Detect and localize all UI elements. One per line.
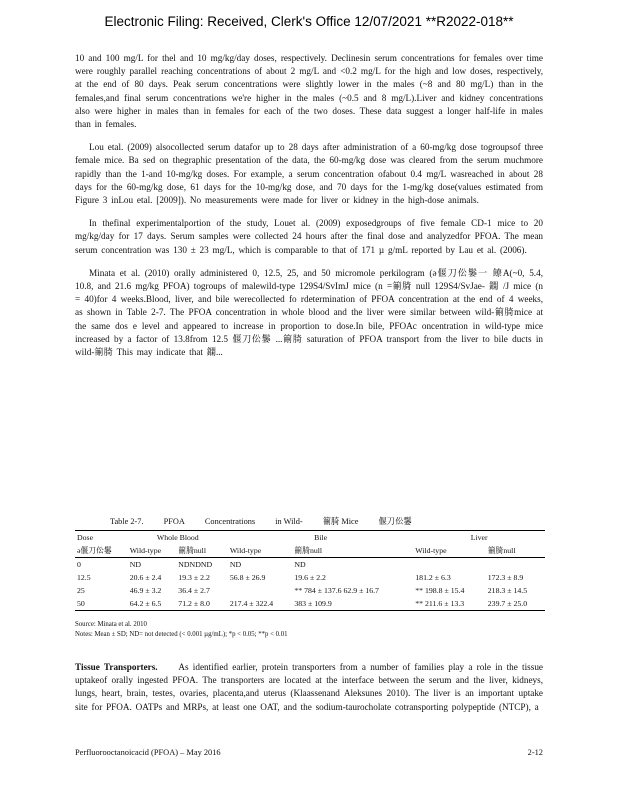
table-cell: 71.2 ± 8.0 bbox=[176, 597, 228, 611]
table-header-row bbox=[75, 531, 545, 545]
table-cell: 239.7 ± 25.0 bbox=[486, 597, 545, 611]
paragraph: 10 and 100 mg/L for thel and 10 mg/kg/day doses, respectively. Declinesin serum concentrations for females over time were roughly parallel reaching concentrations of about 2 mg/L and <0.2 mg/L for the high and low doses, respectively, at the end of 80 days. Peak serum concentrations were slightly lower in the males (~8 and 80 mg/L) than in the females,and final serum concentrations we're higher in the males (~0.5 and 8 mg/L).Liver and kidney concentrations also were higher in males than in females for each of the two doses. These data suggest a longer half-life in males than in females. bbox=[75, 53, 543, 130]
table-cell: 172.3 ± 8.9 bbox=[487, 573, 524, 582]
table-cell: 25 bbox=[77, 586, 85, 595]
table-cell: ND bbox=[294, 560, 306, 569]
table-header-cell: ǝ偃刀伀䰀 bbox=[75, 544, 128, 558]
table-cell: 50 bbox=[75, 597, 128, 611]
table-header-cell: 䈀䐀null bbox=[292, 544, 413, 558]
table-source: Source: Minata et al. 2010 bbox=[75, 621, 147, 628]
table-header-cell: 䈀䐀null bbox=[176, 544, 228, 558]
footer-title: Perfluorooctanoicacid (PFOA) – May 2016 bbox=[75, 748, 221, 757]
table-title bbox=[110, 515, 550, 527]
section-body bbox=[75, 661, 543, 714]
table-cell: ND bbox=[229, 560, 242, 569]
table-cell: 19.6 ± 2.2 bbox=[294, 573, 326, 582]
main-body bbox=[75, 52, 543, 369]
table-cell: 218.3 ± 14.5 bbox=[487, 586, 528, 595]
table-header-cell: Liver bbox=[413, 531, 545, 545]
table-notes bbox=[75, 620, 288, 640]
table-title-part: PFOA bbox=[163, 517, 185, 526]
table-cell: 12.5 bbox=[77, 573, 91, 582]
table-row bbox=[75, 571, 545, 584]
table-title-part: 䈀䐀 Mice bbox=[322, 517, 359, 526]
table-cell: NDNDND bbox=[178, 560, 213, 569]
table-header-cell: Bile bbox=[228, 531, 413, 545]
table-cell: 181.2 ± 6.3 bbox=[415, 573, 451, 582]
table-cell: 383 ± 109.9 bbox=[292, 597, 413, 611]
section-title: Tissue Transporters. bbox=[75, 662, 158, 672]
table-title-part: in Wild- bbox=[275, 517, 303, 526]
data-table bbox=[75, 530, 545, 611]
table-row bbox=[75, 584, 545, 597]
table-cell: ** 211.6 ± 13.3 bbox=[413, 597, 486, 611]
table-cell: 20.6 ± 2.4 bbox=[129, 573, 162, 582]
page-footer bbox=[75, 748, 543, 757]
table-row bbox=[75, 558, 545, 572]
table-footnote: Notes: Mean ± SD; ND= not detected (< 0.001 µg/mL); *p < 0.05; **p < 0.01 bbox=[75, 631, 288, 638]
table-cell bbox=[228, 584, 293, 597]
page-number: 2-12 bbox=[527, 748, 543, 757]
table-cell: 217.4 ± 322.4 bbox=[228, 597, 293, 611]
table-header-cell: Whole Blood bbox=[128, 531, 228, 545]
table-cell: 64.2 ± 6.5 bbox=[128, 597, 177, 611]
filing-header: Electronic Filing: Received, Clerk's Office 12/07/2021 **R2022-018** bbox=[104, 14, 514, 29]
table-cell: 36.4 ± 2.7 bbox=[178, 586, 210, 595]
table-cell: 46.9 ± 3.2 bbox=[129, 586, 162, 595]
table-row bbox=[75, 597, 545, 611]
table-header-cell: Wild-type bbox=[413, 544, 486, 558]
table-cell: ** 198.8 ± 15.4 bbox=[415, 586, 465, 595]
table-header-cell: 䈀䐀null bbox=[486, 544, 545, 558]
paragraph: Minata et al. (2010) orally administered 0, 12.5, 25, and 50 micromole perkilogram (ǝ偃刀伀䰀⼀ 䭜A(~0, 5.4, 10.8, and 21.6 mg/kg PFOA) togroups of malewild-type 129S4/SvImJ mice (n =䈀䐀 null 129S4/SvJae- 䥜 /J mice (n = 40)for 4 weeks.Blood, liver, and bile werecollected fo rdetermination of PFOA concentration at the end of 4 weeks, as shown in Table 2-7. The PFOA concentration in whole blood and the liver were similar between wild-䈀䐀mice at the same dos e level and appeared to increase in proportion to dose.In bile, PFOAc oncentration in wild-type mice increased by a factor of 13.8from 12.5 偃刀伀䰀 ...䈀䐀 saturation of PFOA transport from the liver to bile ducts in wild-䈀䐀 This may indicate that 䥜... bbox=[75, 267, 543, 358]
table-cell bbox=[486, 558, 545, 572]
table-cell: ** 784 ± 137.6 62.9 ± 16.7 bbox=[294, 586, 379, 595]
table-cell bbox=[413, 558, 486, 572]
table-cell: ND bbox=[129, 560, 142, 569]
table-cell: 0 bbox=[77, 560, 81, 569]
table-cell: 19.3 ± 2.2 bbox=[178, 573, 210, 582]
table-header-cell: Wild-type bbox=[128, 544, 177, 558]
table-header-cell: Dose bbox=[75, 531, 128, 545]
paragraph bbox=[75, 661, 543, 714]
table-title-part: 偃刀伀䰀 bbox=[378, 517, 412, 526]
table-cell: 56.8 ± 26.9 bbox=[229, 573, 266, 582]
table-title-part: Table 2-7. bbox=[110, 517, 144, 526]
paragraph: Lou etal. (2009) alsocollected serum datafor up to 28 days after administration of a 60-mg/kg dose togroupsof three female mice. Ba sed on thegraphic presentation of the data, the 60-mg/kg dose was cleared from the serum muchmore rapidly than the 1-and 10-mg/kg doses. For example, a serum concentration ofabout 0.4 mg/L wasreached in about 28 days for the 60-mg/kg dose, 61 days for the 10-mg/kg dose, and 70 days for the 1-mg/kg dose(values estimated from Figure 3 inLou etal. [2009]). No measurements were made for liver or kidney in the high-dose animals. bbox=[75, 142, 543, 206]
paragraph: In thefinal experimentalportion of the study, Louet al. (2009) exposedgroups of five female CD-1 mice to 20 mg/kg/day for 17 days. Serum samples were collected 24 hours after the final dose and analyzedfor PFOA. The mean serum concentration was 130 ± 23 mg/L, which is comparable to that of 171 µ g/mL reported by Lau et al. (2006). bbox=[75, 218, 543, 255]
table-header-row bbox=[75, 544, 545, 558]
table-title-part: Concentrations bbox=[204, 517, 256, 526]
table-header-cell: Wild-type bbox=[228, 544, 293, 558]
section-text: As identified earlier, protein transporters from a number of families play a role in the tissue uptakeof orally ingested PFOA. The transporters are located at the interface between the serum and the liver, kidneys, lungs, heart, brain, testes, ovaries, placenta,and uterus (Klaassenand Aleksunes 2010). The liver is an important uptake site for PFOA. OATPs and MRPs, at least one OAT, and the sodium-taurocholate cotransporting polypeptide (NTCP), a bbox=[75, 662, 543, 712]
